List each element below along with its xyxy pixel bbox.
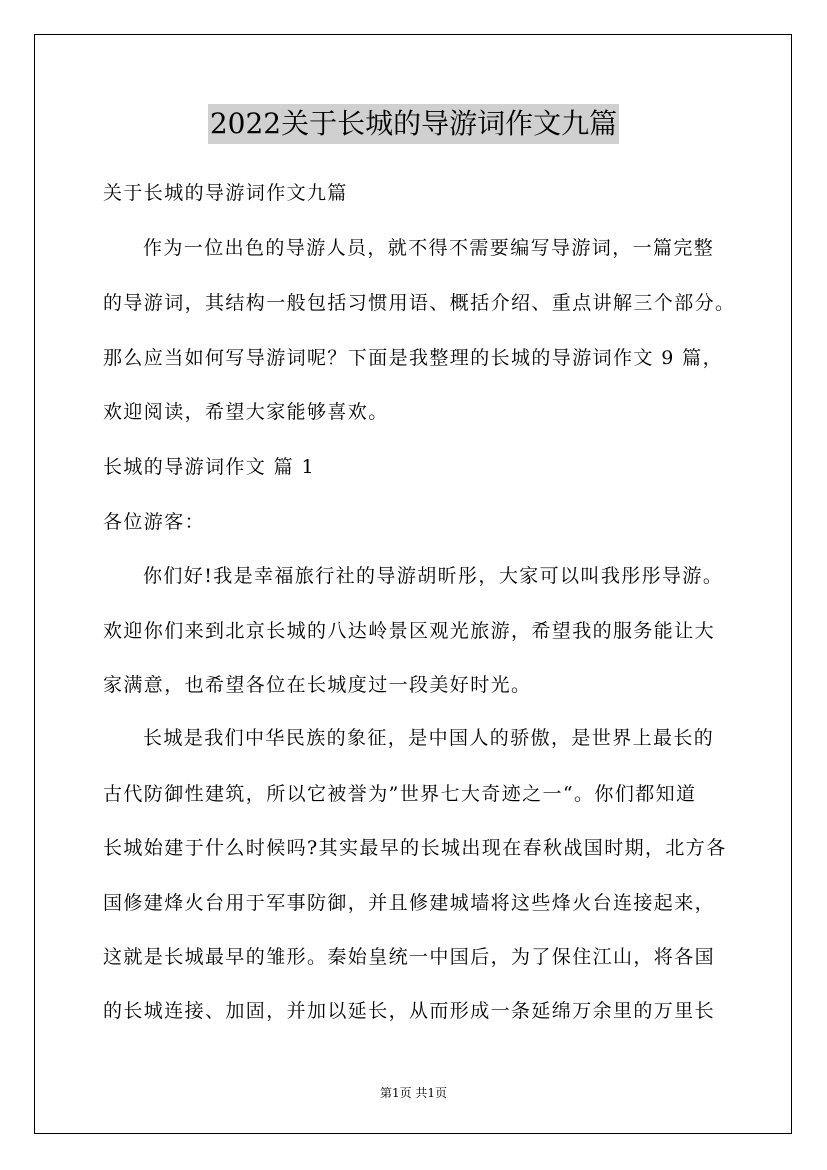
paragraph-line: 这就是长城最早的雏形。秦始皇统一中国后，为了保住江山，将各国 [103, 946, 716, 968]
paragraph-line: 那么应当如何写导游词呢？下面是我整理的长城的导游词作文 9 篇， [103, 347, 723, 369]
paragraph-line: 古代防御性建筑，所以它被誉为”世界七大奇迹之一“。你们都知道 [103, 783, 697, 805]
subtitle-line: 关于长城的导游词作文九篇 [103, 182, 348, 204]
paragraph-line: 家满意，也希望各位在长城度过一段美好时光。 [103, 674, 532, 696]
paragraph-line: 的长城连接、加固，并加以延长，从而形成一条延绵万余里的万里长 [103, 1000, 716, 1022]
paragraph-line: 欢迎你们来到北京长城的八达岭景区观光旅游，希望我的服务能让大 [103, 620, 716, 642]
paragraph-line: 的导游词，其结构一般包括习惯用语、概括介绍、重点讲解三个部分。 [103, 292, 736, 314]
document-title: 2022关于长城的导游词作文九篇 [208, 104, 619, 144]
paragraph-line: 长城始建于什么时候吗?其实最早的长城出现在春秋战国时期，北方各 [103, 837, 727, 859]
paragraph-line: 国修建烽火台用于军事防御，并且修建城墙将这些烽火台连接起来， [103, 892, 716, 914]
section-heading: 长城的导游词作文 篇 1 [103, 456, 315, 478]
title-container [0, 104, 827, 144]
page-footer: 第1页 共1页 [379, 1086, 448, 1100]
paragraph-line: 作为一位出色的导游人员，就不得不需要编写导游词，一篇完整 [143, 237, 715, 259]
paragraph-line: 你们好!我是幸福旅行社的导游胡昕彤，大家可以叫我彤彤导游。 [143, 565, 724, 587]
paragraph-line: 欢迎阅读，希望大家能够喜欢。 [103, 401, 389, 423]
greeting-line: 各位游客： [103, 511, 206, 533]
paragraph-line: 长城是我们中华民族的象征，是中国人的骄傲，是世界上最长的 [143, 727, 715, 749]
